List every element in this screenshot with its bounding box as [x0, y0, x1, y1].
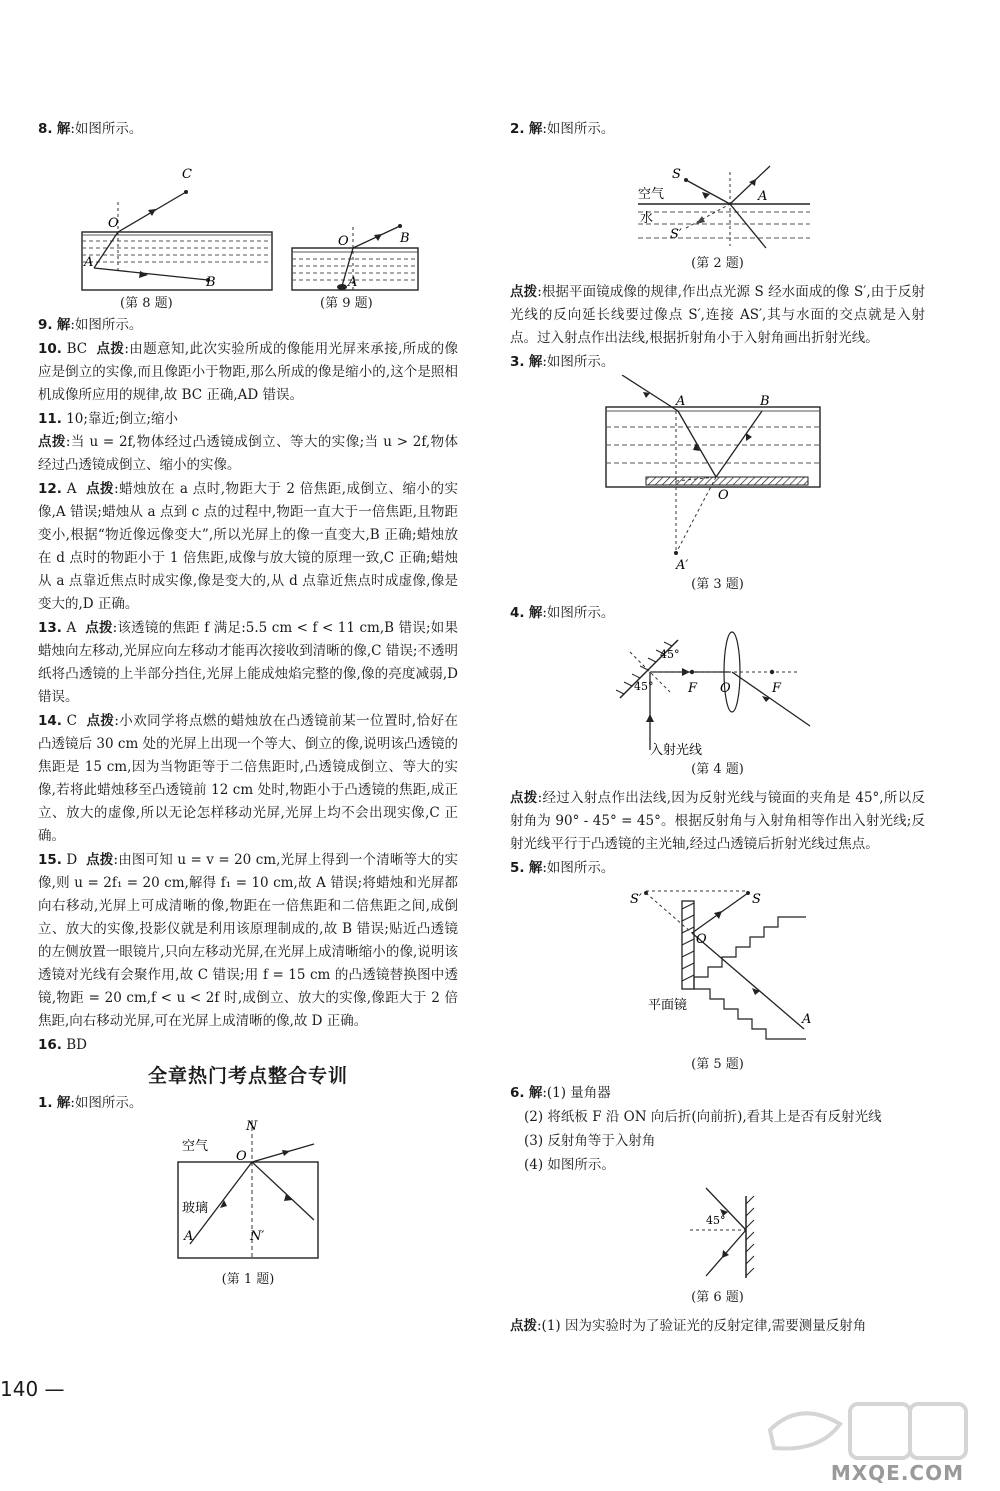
fig8-label-c: C [182, 167, 192, 182]
answer-13: 13. A 点拨:该透镜的焦距 f 满足:5.5 cm < f < 11 cm,B 错误;如果蜡烛向左移动,光屏应向左移动才能再次接收到清晰的像,C 错误;不透明纸将凸透镜的上半部分挡住,光屏上能成烛焰完整的像,像的亮度减弱,D 错误。 [38, 620, 459, 705]
fig3-label-o: O [718, 488, 729, 503]
fig1-label-np: N′ [250, 1229, 265, 1244]
fig3-label-a: A [676, 394, 686, 409]
fig2-label-air: 空气 [638, 187, 665, 202]
fig9-label-o: O [338, 234, 349, 249]
special-3: 3. 解:如图所示。 [510, 354, 615, 370]
special-6: 6. 解:(1) 量角器 [510, 1085, 611, 1101]
special-6-line-2: (2) 将纸板 F 沿 ON 向后折(向前折),看其上是否有反射光线 [524, 1109, 882, 1125]
fig3-caption: (第 3 题) [691, 577, 744, 592]
fig5-label-o: O [696, 932, 707, 947]
figure-5 [510, 881, 925, 1051]
fig5-caption: (第 5 题) [691, 1057, 744, 1072]
fig6-caption: (第 6 题) [691, 1290, 744, 1305]
answer-15: 15. D 点拨:由图可知 u = v = 20 cm,光屏上得到一个清晰等大的实像,则 u = 2f₁ = 20 cm,解得 f₁ = 10 cm,故 A 错误;将蜡烛和光屏都向右移动,光屏上可成清晰的像,物距在一倍焦距和二倍焦距之间,成倒立、放大的实像,投影仪就是利用该原理制成的,故 B 错误;贴近凸透镜的左侧放置一眼镜片,只向左移动光屏,在光屏上成清晰缩小的像,说明该透镜对光线有会聚作用,故 C 错误;用 f = 15 cm 的凸透镜替换图中透镜,物距 = 20 cm,f < u < 2f 时,成倒立、放大的实像,像距大于 2 倍焦距,向右移动光屏,可在光屏上成清晰的像,故 D 正确。 [38, 852, 459, 1029]
fig3-label-b: B [760, 394, 770, 409]
fig5-label-sp: S′ [630, 892, 642, 907]
fig2-label-a: A [758, 189, 768, 204]
special-6-line-3: (3) 反射角等于入射角 [524, 1133, 656, 1149]
fig1-caption: (第 1 题) [221, 1272, 275, 1287]
fig9-label-b: B [400, 231, 410, 246]
figure-6 [510, 1178, 925, 1284]
figure-1 [38, 1116, 458, 1266]
answer-12: 12. A 点拨:蜡烛放在 a 点时,物距大于 2 倍焦距,成倒立、缩小的实像,A 错误;蜡烛从 a 点到 c 点的过程中,物距一直大于一倍焦距,且物距变小,根据“物近像远像变大”,所以光屏上的像一直变大,B 正确;蜡烛放在 d 点时的物距小于 1 倍焦距,成像与放大镜的原理一致,C 正确;蜡烛从 a 点靠近焦点时成实像,像是变大的,从 d 点靠近焦点时成虚像,像是变大的,D 正确。 [38, 481, 458, 612]
fig2-caption: (第 2 题) [691, 256, 744, 271]
fig4-label-a2: 45° [634, 680, 654, 693]
fig5-label-s: S [752, 892, 761, 907]
answer-11: 11. 10;靠近;倒立;缩小 点拨:当 u = 2f,物体经过凸透镜成倒立、等大的实像;当 u > 2f,物体经过凸透镜成倒立、缩小的实像。 [38, 411, 459, 473]
figure-4 [510, 626, 925, 756]
fig4-caption: (第 4 题) [691, 762, 744, 777]
answer-14: 14. C 点拨:小欢同学将点燃的蜡烛放在凸透镜前某一位置时,恰好在凸透镜后 30 cm 处的光屏上出现一个等大、倒立的像,说明该凸透镜的焦距是 15 cm,因为当物距等于二倍焦距时,凸透镜成倒立、等大的实像,若将此蜡烛移至凸透镜前 12 cm 处时,物距小于凸透镜的焦距,成正立、放大的虚像,所以无论怎样移动光屏,光屏上均不会出现实像,C 正确。 [38, 713, 459, 844]
fig4-label-o: O [720, 681, 731, 696]
answer-8: 8. 解:如图所示。 [38, 121, 143, 137]
fig8-label-o: O [108, 216, 119, 231]
fig1-label-o: O [236, 1149, 247, 1164]
special-6-line-4: (4) 如图所示。 [524, 1157, 615, 1173]
special-5: 5. 解:如图所示。 [510, 860, 615, 876]
special-4: 4. 解:如图所示。 [510, 605, 615, 621]
fig8-caption: (第 8 题) [120, 296, 173, 311]
fig3-label-ap: A′ [676, 558, 689, 571]
fig4-label-f1: F [688, 681, 698, 696]
special-2-tip: 点拨:根据平面镜成像的规律,作出点光源 S 经水面成的像 S′,由于反射光线的反向延长线要过像点 S′,连接 AS′,其与水面的交点就是入射点。过入射点作出法线,根据折射角小于入射角画出折射光线。 [510, 284, 925, 346]
watermark-site: MXQE.COM [830, 1461, 964, 1485]
fig9-label-a: A [348, 275, 358, 290]
special-4-tip: 点拨:经过入射点作出法线,因为反射光线与镜面的夹角是 45°,所以反射角为 90° - 45° = 45°。根据反射角与入射角相等作出入射光线;反射光线平行于凸透镜的主光轴,经过凸透镜后折射光线过焦点。 [510, 790, 925, 852]
fig1-label-glass: 玻璃 [182, 1201, 209, 1216]
section-title: 全章热门考点整合专训 [147, 1065, 348, 1087]
fig8-label-b: B [206, 275, 216, 290]
figures-8-9 [38, 142, 458, 314]
figure-2 [510, 142, 925, 250]
left-column [38, 118, 458, 1297]
fig1-label-n: N [246, 1119, 258, 1134]
figure-8 [38, 142, 458, 292]
right-column [510, 118, 925, 1339]
fig2-label-s: S [672, 167, 681, 182]
fig2-label-sp: S′ [670, 227, 682, 242]
fig9-caption: (第 9 题) [320, 296, 373, 311]
fig5-label-mirror: 平面镜 [648, 998, 688, 1013]
page-number: 140 — [0, 1377, 65, 1401]
fig4-label-a1: 45° [660, 648, 680, 661]
special-2: 2. 解:如图所示。 [510, 121, 615, 137]
answer-10: 10. BC 点拨:由题意知,此次实验所成的像能用光屏来承接,所成的像应是倒立的实像,而且像距小于物距,那么所成的像是缩小的,这个是照相机成像所应用的规律,故 BC 正确,AD 错误。 [38, 341, 458, 403]
answer-9: 9. 解:如图所示。 [38, 317, 143, 333]
special-1: 1. 解:如图所示。 [38, 1095, 143, 1111]
fig1-label-air: 空气 [182, 1139, 209, 1154]
fig4-label-incident: 入射光线 [650, 743, 703, 756]
fig1-label-a: A [184, 1229, 194, 1244]
answer-16: 16. BD [38, 1037, 87, 1053]
fig5-label-a: A [802, 1012, 812, 1027]
fig2-label-water: 水 [640, 211, 654, 226]
fig6-label-angle: 45° [706, 1214, 726, 1227]
fig8-label-a: A [84, 255, 94, 270]
fig4-label-f2: F [772, 681, 782, 696]
figure-3 [510, 375, 925, 571]
special-6-tip: 点拨:(1) 因为实验时为了验证光的反射定律,需要测量反射角 [510, 1318, 867, 1334]
